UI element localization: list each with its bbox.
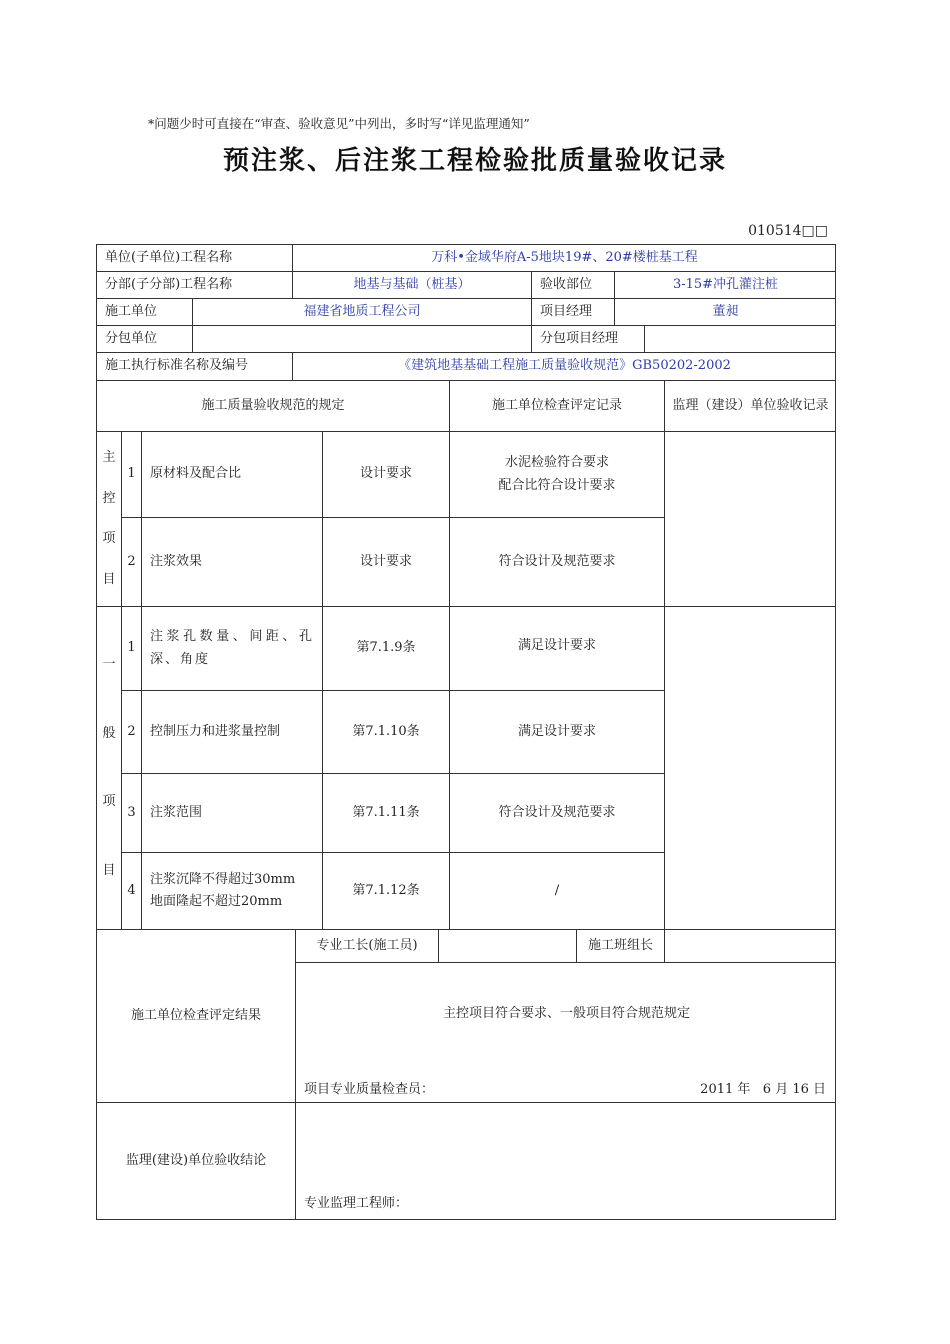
group-char: 目 xyxy=(102,571,116,587)
project-manager-label: 项目经理 xyxy=(531,298,614,325)
contractor-result-label: 施工单位检查评定结果 xyxy=(96,929,295,1102)
general-item-4-no: 4 xyxy=(121,852,141,929)
division-name-label: 分部(子分部)工程名称 xyxy=(96,271,292,298)
acceptance-record-table xyxy=(96,244,836,1220)
general-item-1-result: 满足设计要求 xyxy=(449,606,664,690)
quality-inspector-label: 项目专业质量检查员： xyxy=(304,1082,435,1097)
group-char: 目 xyxy=(102,862,116,878)
main-item-2-name: 注浆效果 xyxy=(141,517,322,606)
project-manager-value: 董昶 xyxy=(614,298,836,325)
contractor-conclusion: 主控项目符合要求、一般项目符合规范规定 xyxy=(442,1006,690,1021)
general-item-1-no: 1 xyxy=(121,606,141,690)
general-item-4-result: / xyxy=(449,852,664,929)
main-supervision-record xyxy=(664,431,836,606)
supervision-engineer-label: 专业监理工程师： xyxy=(304,1196,409,1211)
subcontractor-label: 分包单位 xyxy=(96,325,192,352)
general-item-3-result: 符合设计及规范要求 xyxy=(449,773,664,852)
spec-column-header: 施工质量验收规范的规定 xyxy=(96,380,449,431)
division-name-value: 地基与基础（桩基） xyxy=(292,271,531,298)
contractor-label: 施工单位 xyxy=(96,298,192,325)
acceptance-part-label: 验收部位 xyxy=(531,271,614,298)
main-item-2-result: 符合设计及规范要求 xyxy=(449,517,664,606)
unit-name-value: 万科•金域华府A-5地块19#、20#楼桩基工程 xyxy=(292,244,836,271)
main-item-1-name: 原材料及配合比 xyxy=(141,431,322,517)
group-char: 项 xyxy=(102,794,116,810)
sub-project-manager-label: 分包项目经理 xyxy=(531,325,644,352)
foreman-label: 专业工长(施工员) xyxy=(295,929,438,962)
group-char: 主 xyxy=(102,450,116,466)
supervision-result-label: 监理(建设)单位验收结论 xyxy=(96,1102,295,1220)
general-item-2-name: 控制压力和进浆量控制 xyxy=(141,690,322,773)
instruction-note: *问题少时可直接在“审查、验收意见”中列出，多时写“详见监理通知” xyxy=(148,116,530,131)
general-group-label xyxy=(96,606,121,929)
standard-label: 施工执行标准名称及编号 xyxy=(96,352,292,380)
supervision-column-header: 监理（建设）单位验收记录 xyxy=(664,380,836,431)
general-supervision-record xyxy=(664,606,836,929)
form-code: 010514□□ xyxy=(748,223,828,239)
main-item-1-result: 水泥检验符合要求 配合比符合设计要求 xyxy=(449,431,664,517)
general-item-2-no: 2 xyxy=(121,690,141,773)
subcontractor-value xyxy=(192,325,531,352)
contractor-result-body xyxy=(295,962,836,1102)
team-leader-value xyxy=(664,929,836,962)
group-char: 一 xyxy=(102,657,116,673)
main-item-2-no: 2 xyxy=(121,517,141,606)
inspection-date: 2011 年 6 月 16 日 xyxy=(700,1082,826,1097)
supervision-result-body xyxy=(295,1102,836,1220)
main-item-2-requirement: 设计要求 xyxy=(322,517,449,606)
group-char: 般 xyxy=(102,725,116,741)
general-item-1-name: 注浆孔数量、间距、孔深、角度 xyxy=(141,606,322,690)
main-item-1-no: 1 xyxy=(121,431,141,517)
general-item-3-no: 3 xyxy=(121,773,141,852)
unit-name-label: 单位(子单位)工程名称 xyxy=(96,244,292,271)
general-item-3-name: 注浆范围 xyxy=(141,773,322,852)
group-char: 项 xyxy=(102,531,116,547)
general-item-1-requirement: 第7.1.9条 xyxy=(322,606,449,690)
main-item-1-requirement: 设计要求 xyxy=(322,431,449,517)
general-item-4-requirement: 第7.1.12条 xyxy=(322,852,449,929)
team-leader-label: 施工班组长 xyxy=(576,929,664,962)
standard-value: 《建筑地基基础工程施工质量验收规范》GB50202-2002 xyxy=(292,352,836,380)
general-item-2-result: 满足设计要求 xyxy=(449,690,664,773)
general-item-3-requirement: 第7.1.11条 xyxy=(322,773,449,852)
acceptance-part-value: 3-15#冲孔灌注桩 xyxy=(614,271,836,298)
general-item-4-name: 注浆沉降不得超过30mm 地面隆起不超过20mm xyxy=(141,852,322,929)
sub-project-manager-value xyxy=(644,325,836,352)
check-column-header: 施工单位检查评定记录 xyxy=(449,380,664,431)
contractor-value: 福建省地质工程公司 xyxy=(192,298,531,325)
group-char: 控 xyxy=(102,490,116,506)
main-control-group-label xyxy=(96,431,121,606)
page-title: 预注浆、后注浆工程检验批质量验收记录 xyxy=(222,146,727,176)
foreman-value xyxy=(438,929,576,962)
general-item-2-requirement: 第7.1.10条 xyxy=(322,690,449,773)
